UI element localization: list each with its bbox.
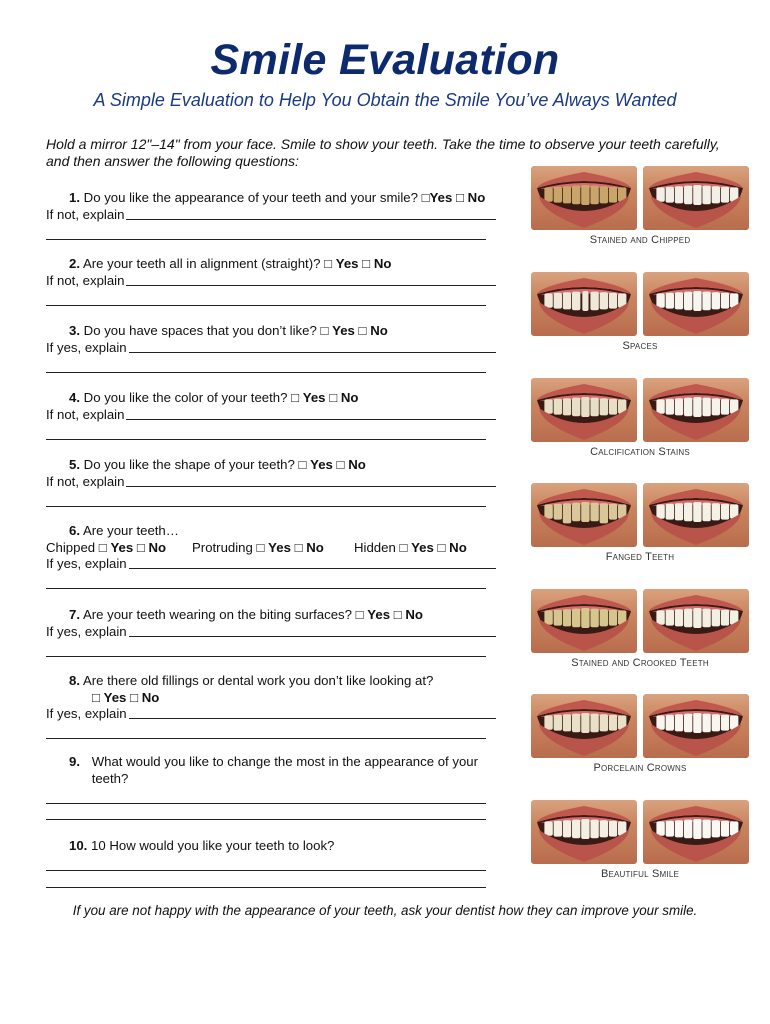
- question-4: 4. Do you like the color of your teeth? □ Yes □ No If not, explain: [46, 390, 496, 440]
- checkbox[interactable]: □: [329, 390, 338, 405]
- explain-label: If yes, explain: [46, 623, 127, 639]
- answer-line[interactable]: [46, 640, 486, 657]
- photo-caption: Stained and Crooked Teeth: [571, 657, 709, 669]
- photo-pair: [531, 166, 749, 230]
- checkbox[interactable]: □: [421, 190, 430, 205]
- smile-photo-before: [531, 272, 637, 336]
- smile-photo-before: [531, 483, 637, 547]
- answer-line[interactable]: [129, 706, 496, 719]
- question-6: 6. Are your teeth… Chipped □ Yes □ No Protruding □ Yes □ No Hidden □ Yes □ No If yes, explain: [46, 523, 496, 589]
- smile-photo-after: [643, 166, 749, 230]
- checkbox[interactable]: □: [294, 539, 303, 555]
- checkbox[interactable]: □: [324, 256, 333, 271]
- photo-caption: Calcification Stains: [590, 446, 690, 458]
- smile-photo-after: [643, 589, 749, 653]
- photo-pair: [531, 800, 749, 864]
- checkbox[interactable]: □: [399, 539, 408, 555]
- smile-photo-before: [531, 166, 637, 230]
- question-1: 1. Do you like the appearance of your teeth and your smile? □Yes □ No If not, explain: [46, 190, 496, 240]
- photo-caption: Porcelain Crowns: [593, 762, 687, 774]
- photo-pair: [531, 694, 749, 758]
- question-2: 2. Are your teeth all in alignment (straight)? □ Yes □ No If not, explain: [46, 256, 496, 306]
- answer-line[interactable]: [129, 556, 496, 569]
- smile-photo-before: [531, 378, 637, 442]
- question-10: 10. 10 How would you like your teeth to look?: [46, 838, 496, 888]
- smile-photo-after: [643, 694, 749, 758]
- photo-pair: [531, 589, 749, 653]
- explain-label: If not, explain: [46, 272, 125, 288]
- footer-note: If you are not happy with the appearance of your teeth, ask your dentist how they can improve your smile.: [72, 903, 698, 918]
- answer-line[interactable]: [46, 573, 486, 590]
- question-9: 9. What would you like to change the most in the appearance of your teeth?: [46, 754, 496, 820]
- question-8: 8. Are there old fillings or dental work you don’t like looking at? □ Yes □ No If yes, explain: [46, 673, 496, 739]
- photo-caption: Spaces: [622, 340, 658, 352]
- page-title: Smile Evaluation: [210, 36, 560, 84]
- photo-pair: [531, 378, 749, 442]
- answer-line[interactable]: [126, 474, 496, 487]
- checkbox[interactable]: □: [98, 539, 107, 555]
- photo-pair: [531, 272, 749, 336]
- checkbox[interactable]: □: [298, 457, 307, 472]
- question-3: 3. Do you have spaces that you don’t like? □ Yes □ No If yes, explain: [46, 323, 496, 373]
- option-label: Chipped: [46, 539, 96, 555]
- answer-line[interactable]: [46, 423, 486, 440]
- smile-photo-before: [531, 800, 637, 864]
- answer-line[interactable]: [129, 624, 496, 637]
- explain-label: If not, explain: [46, 406, 125, 422]
- smile-photo-after: [643, 800, 749, 864]
- answer-line[interactable]: [46, 855, 486, 872]
- option-label: Protruding: [192, 539, 253, 555]
- explain-label: If not, explain: [46, 206, 125, 222]
- explain-label: If yes, explain: [46, 556, 127, 572]
- answer-line[interactable]: [46, 223, 486, 240]
- smile-photo-after: [643, 483, 749, 547]
- checkbox[interactable]: □: [456, 190, 464, 205]
- instructions: Hold a mirror 12"–14" from your face. Smile to show your teeth. Take the time to observe your teeth carefully, and then answer the following questions:: [46, 136, 720, 169]
- photo-caption: Stained and Chipped: [589, 234, 691, 246]
- checkbox[interactable]: □: [256, 539, 265, 555]
- explain-label: If not, explain: [46, 473, 125, 489]
- option-label: Hidden: [354, 539, 396, 555]
- answer-line[interactable]: [46, 787, 486, 804]
- answer-line[interactable]: [46, 490, 486, 507]
- checkbox[interactable]: □: [362, 256, 371, 271]
- answer-line[interactable]: [46, 356, 486, 373]
- photo-caption: Fanged Teeth: [605, 551, 675, 563]
- checkbox[interactable]: □: [92, 689, 100, 705]
- page-subtitle: A Simple Evaluation to Help You Obtain the Smile You’ve Always Wanted: [93, 90, 677, 110]
- checkbox[interactable]: □: [355, 607, 364, 622]
- answer-line[interactable]: [46, 804, 486, 821]
- answer-line[interactable]: [46, 289, 486, 306]
- checkbox[interactable]: □: [130, 689, 139, 705]
- question-7: 7. Are your teeth wearing on the biting surfaces? □ Yes □ No If yes, explain: [46, 607, 496, 657]
- smile-photo-after: [643, 272, 749, 336]
- answer-line[interactable]: [129, 340, 496, 353]
- question-5: 5. Do you like the shape of your teeth? □ Yes □ No If not, explain: [46, 457, 496, 507]
- checkbox[interactable]: □: [320, 323, 329, 338]
- photo-caption: Beautiful Smile: [600, 868, 680, 880]
- answer-line[interactable]: [126, 273, 496, 286]
- smile-photo-before: [531, 694, 637, 758]
- checkbox[interactable]: □: [393, 607, 402, 622]
- explain-label: If yes, explain: [46, 706, 127, 722]
- checkbox[interactable]: □: [291, 390, 300, 405]
- checkbox[interactable]: □: [136, 539, 145, 555]
- answer-line[interactable]: [46, 871, 486, 888]
- checkbox[interactable]: □: [336, 457, 345, 472]
- answer-line[interactable]: [46, 723, 486, 740]
- answer-line[interactable]: [126, 407, 496, 420]
- answer-line[interactable]: [126, 207, 496, 220]
- checkbox[interactable]: □: [437, 539, 446, 555]
- smile-photo-after: [643, 378, 749, 442]
- photo-pair: [531, 483, 749, 547]
- smile-photo-before: [531, 589, 637, 653]
- explain-label: If yes, explain: [46, 339, 127, 355]
- checkbox[interactable]: □: [358, 323, 367, 338]
